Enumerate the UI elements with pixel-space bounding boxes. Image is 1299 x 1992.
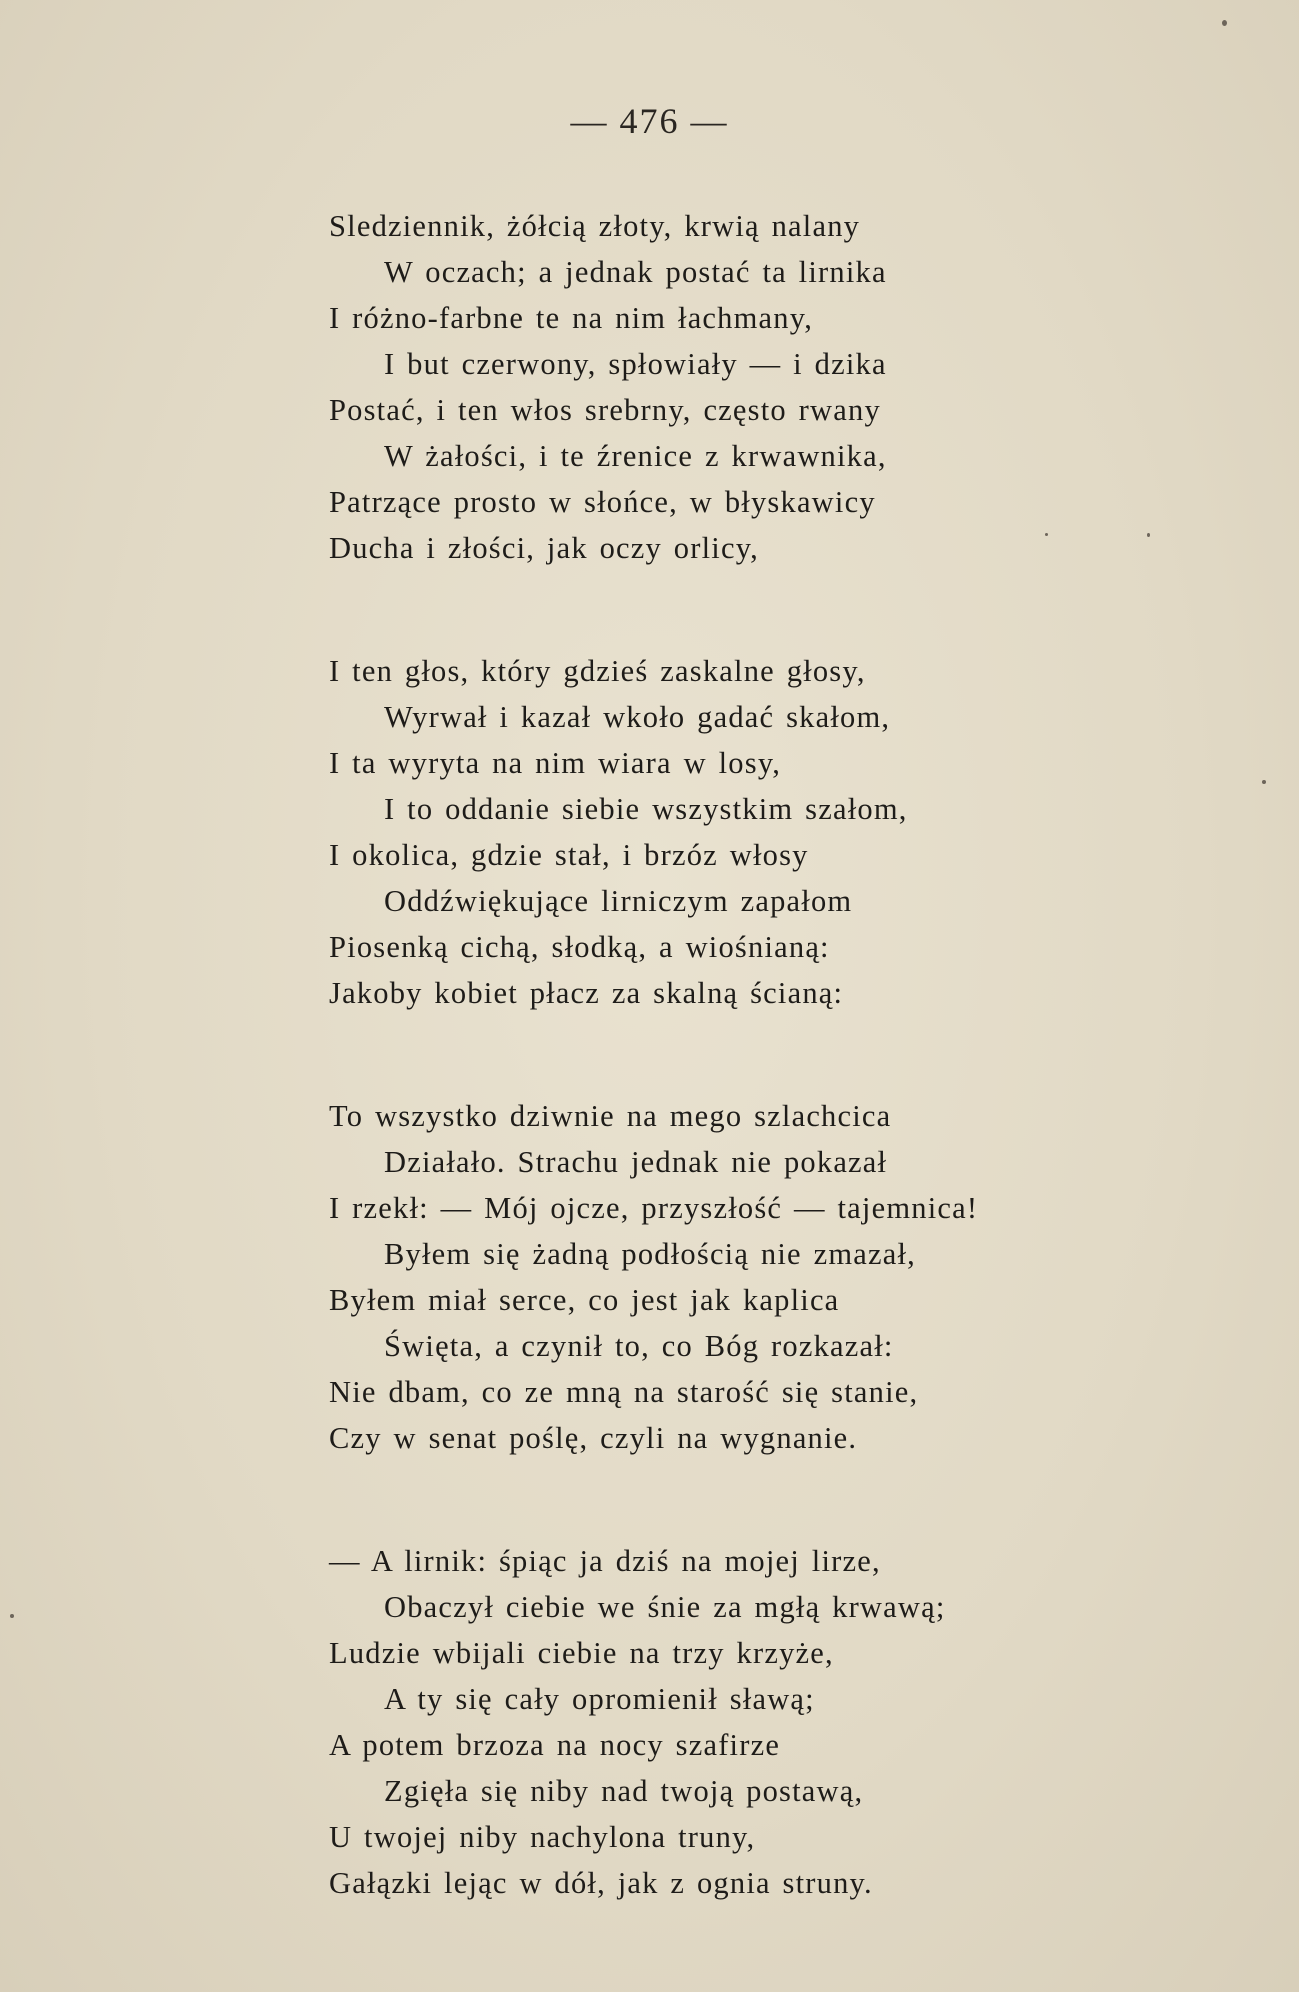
poem-line: U twojej niby nachylona truny, [329,1820,756,1854]
poem-line: Postać, i ten włos srebrny, często rwany [329,393,881,427]
poem-line: Gałązki lejąc w dół, jak z ognia struny. [329,1866,873,1900]
poem-line: I ten głos, który gdzieś zaskalne głosy, [329,654,866,688]
poem-line: Obaczył ciebie we śnie za mgłą krwawą; [384,1590,946,1624]
paper-speck [1147,533,1150,537]
poem-line: I ta wyryta na nim wiara w losy, [329,746,782,780]
stanza [329,1093,1229,1461]
poem-line: I but czerwony, spłowiały — i dzika [384,347,887,381]
poem-line: Ludzie wbijali ciebie na trzy krzyże, [329,1636,834,1670]
poem-line: I okolica, gdzie stał, i brzóz włosy [329,838,809,872]
paper-speck [1222,20,1227,26]
paper-speck [10,1614,14,1618]
poem-line: Czy w senat poślę, czyli na wygnanie. [329,1421,858,1455]
poem-body [329,203,1229,1983]
poem-line: Ducha i złości, jak oczy orlicy, [329,531,759,565]
page-number: — 476 — [570,101,729,141]
paper-speck [1262,780,1266,784]
poem-line: Oddźwiękujące lirniczym zapałom [384,884,853,918]
poem-line: A ty się cały opromienił sławą; [384,1682,815,1716]
poem-line: A potem brzoza na nocy szafirze [329,1728,781,1762]
poem-line: — A lirnik: śpiąc ja dziś na mojej lirze, [329,1544,881,1578]
poem-line: Sledziennik, żółcią złoty, krwią nalany [329,209,861,243]
poem-line: Piosenką cichą, słodką, a wiośnianą: [329,930,830,964]
poem-line: W żałości, i te źrenice z krwawnika, [384,439,887,473]
poem-line: Święta, a czynił to, co Bóg rozkazał: [384,1329,894,1363]
poem-line: Działało. Strachu jednak nie pokazał [384,1145,888,1179]
poem-line: I różno-farbne te na nim łachmany, [329,301,814,335]
poem-line: Zgięła się niby nad twoją postawą, [384,1774,864,1808]
poem-line: To wszystko dziwnie na mego szlachcica [329,1099,892,1133]
poem-line: Jakoby kobiet płacz za skalną ścianą: [329,976,844,1010]
stanza [329,203,1229,571]
stanza [329,1538,1229,1906]
stanza [329,648,1229,1016]
poem-line: Patrzące prosto w słońce, w błyskawicy [329,485,876,519]
paper-speck [1045,533,1048,536]
poem-line: I to oddanie siebie wszystkim szałom, [384,792,908,826]
poem-line: Byłem miał serce, co jest jak kaplica [329,1283,840,1317]
poem-line: I rzekł: — Mój ojcze, przyszłość — tajemnica! [329,1191,979,1225]
poem-line: Wyrwał i kazał wkoło gadać skałom, [384,700,891,734]
poem-line: W oczach; a jednak postać ta lirnika [384,255,887,289]
poem-line: Nie dbam, co ze mną na starość się stanie, [329,1375,919,1409]
poem-line: Byłem się żadną podłością nie zmazał, [384,1237,916,1271]
